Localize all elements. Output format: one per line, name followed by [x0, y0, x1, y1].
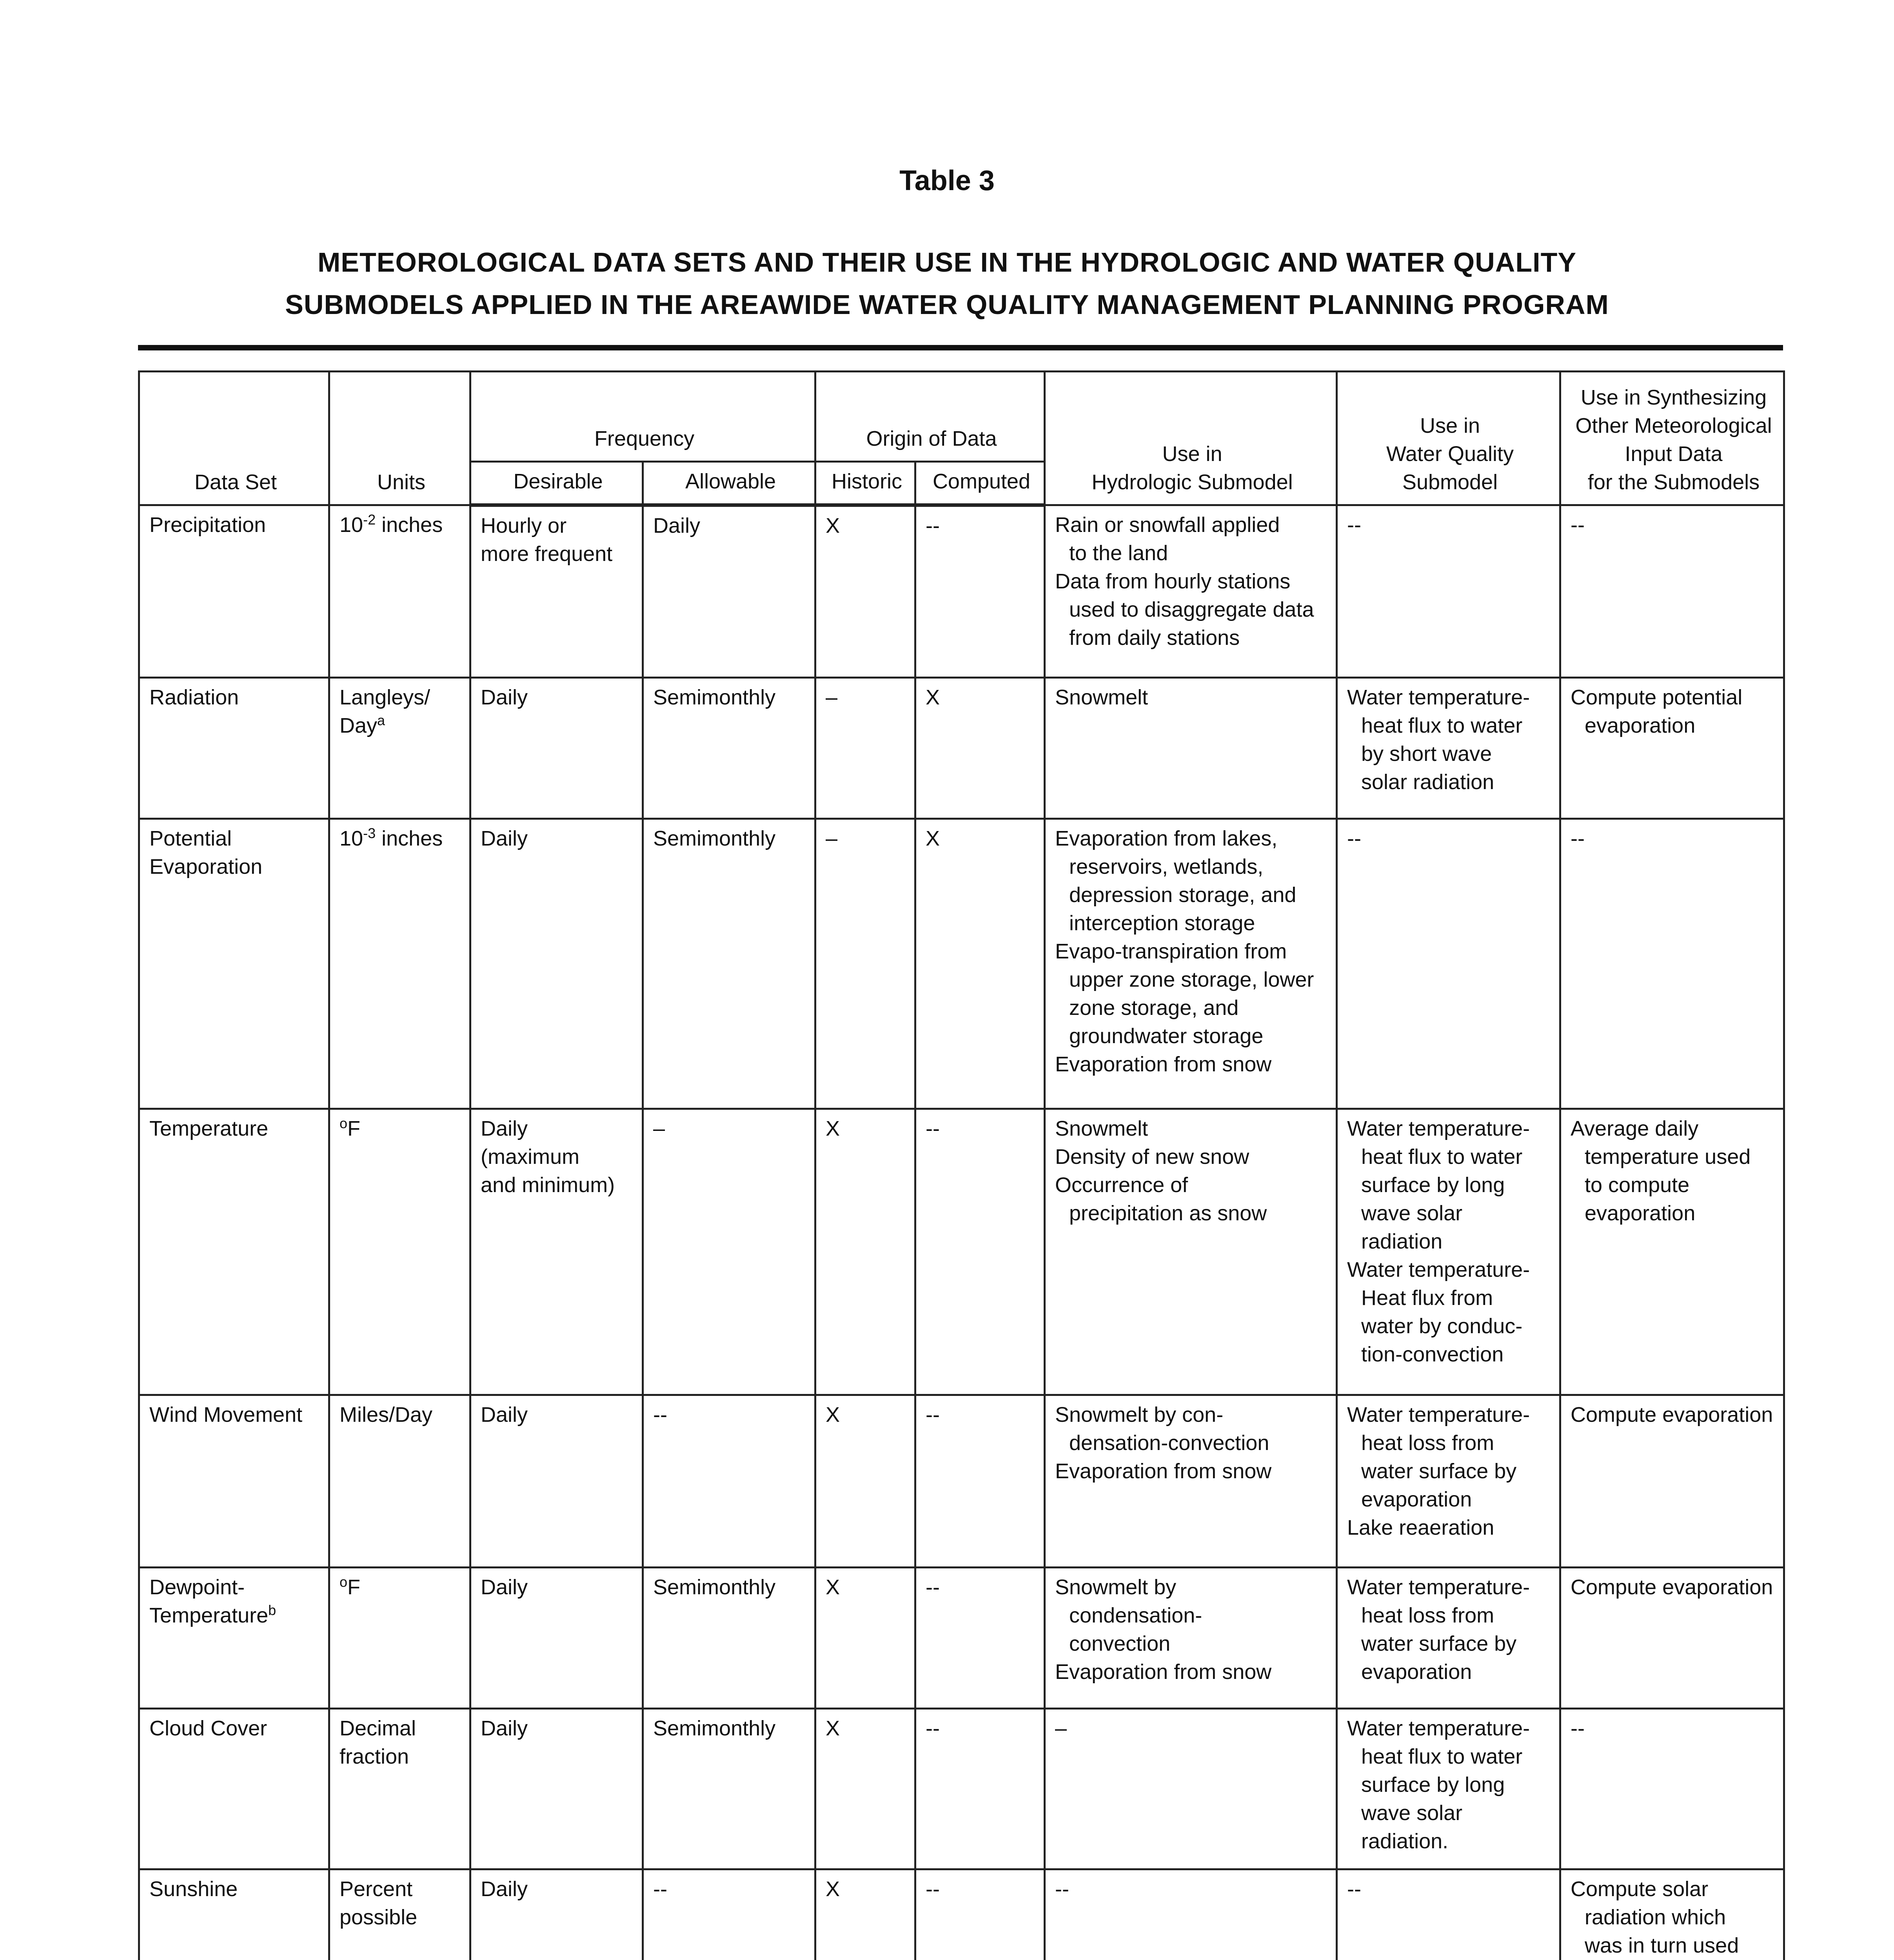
cell-line: --	[926, 1717, 940, 1740]
cell-synthesizing	[1560, 1709, 1784, 1869]
cell-units	[329, 505, 470, 678]
cell-line: densation-convection	[1069, 1431, 1269, 1455]
cell-water-quality	[1337, 1568, 1560, 1709]
cell-line: water surface by	[1361, 1459, 1517, 1483]
cell-desirable	[470, 1869, 643, 1960]
cell-allowable	[643, 1869, 815, 1960]
cell-historic	[815, 678, 915, 819]
units-line	[340, 1714, 463, 1742]
column-header-synthesizing	[1560, 372, 1784, 505]
cell-hydrologic	[1045, 1709, 1337, 1869]
cell-line: Evaporation from snow	[1055, 1459, 1272, 1483]
table-body	[139, 505, 1784, 1960]
cell-line: --	[926, 1117, 940, 1140]
cell-desirable	[470, 1709, 643, 1869]
cell-computed	[915, 678, 1045, 819]
cell-data-set	[139, 505, 329, 678]
cell-water-quality	[1337, 505, 1560, 678]
cell-desirable	[470, 505, 643, 678]
cell-line: radiation.	[1361, 1829, 1449, 1853]
cell-line: heat loss from	[1361, 1431, 1494, 1455]
cell-synthesizing	[1560, 819, 1784, 1109]
table-heading	[118, 241, 1776, 326]
cell-computed	[915, 1869, 1045, 1960]
cell-water-quality	[1337, 1709, 1560, 1869]
units-line	[340, 824, 463, 853]
table-row	[139, 819, 1784, 1109]
units-tail: inches	[376, 827, 443, 850]
cell-line: Compute evaporation	[1571, 1575, 1773, 1599]
cell-line: Evaporation	[149, 855, 263, 878]
cell-line: wave solar	[1361, 1201, 1463, 1225]
cell-hydrologic	[1045, 1395, 1337, 1568]
cell-units	[329, 1568, 470, 1709]
cell-line: X	[826, 1117, 840, 1140]
units-base: Miles/Day	[340, 1403, 433, 1426]
units-tail: F	[347, 1117, 361, 1140]
cell-line: Sunshine	[149, 1877, 238, 1901]
cell-synthesizing	[1560, 1395, 1784, 1568]
cell-line: radiation which	[1585, 1906, 1726, 1929]
cell-desirable	[470, 1395, 643, 1568]
cell-line: and minimum)	[481, 1173, 615, 1197]
cell-line: X	[826, 514, 840, 537]
cell-line: water by conduc-	[1361, 1314, 1523, 1338]
units-line	[340, 1114, 463, 1143]
cell-line: Semimonthly	[653, 827, 776, 850]
cell-historic	[815, 1709, 915, 1869]
units-line	[340, 1875, 463, 1903]
cell-line: Daily	[481, 1717, 528, 1740]
cell-synthesizing	[1560, 1568, 1784, 1709]
superscript: o	[340, 1574, 348, 1590]
table-row	[139, 1568, 1784, 1709]
cell-line: X	[826, 1575, 840, 1599]
column-header-allowable: Allowable	[643, 462, 815, 505]
cell-line-wrap	[149, 1601, 322, 1630]
units-line	[340, 1903, 463, 1931]
cell-line: X	[926, 827, 940, 850]
header-line: Use in	[1162, 442, 1222, 466]
cell-line: X	[926, 686, 940, 709]
cell-line: --	[926, 1575, 940, 1599]
cell-line: Rain or snowfall applied	[1055, 513, 1280, 537]
cell-line: Daily	[481, 1117, 528, 1140]
cell-line: convection	[1069, 1632, 1171, 1655]
cell-line: heat flux to water	[1361, 1145, 1523, 1169]
cell-line: Compute potential	[1571, 686, 1743, 709]
cell-water-quality	[1337, 1395, 1560, 1568]
units-base: 10	[340, 513, 363, 537]
cell-line: Cloud Cover	[149, 1717, 267, 1740]
cell-line: Daily	[481, 827, 528, 850]
cell-synthesizing	[1560, 1869, 1784, 1960]
cell-line: heat loss from	[1361, 1604, 1494, 1627]
column-header-units: Units	[329, 372, 470, 505]
cell-line: –	[826, 827, 838, 850]
header-line: Other Meteorological	[1575, 414, 1772, 437]
cell-line: upper zone storage, lower	[1069, 968, 1314, 991]
cell-line: Evaporation from snow	[1055, 1053, 1272, 1076]
cell-line: (maximum	[481, 1145, 579, 1169]
table-row	[139, 505, 1784, 678]
header-line: Water Quality	[1386, 442, 1514, 466]
units-line	[340, 1573, 463, 1601]
column-header-origin: Origin of Data	[815, 372, 1045, 462]
superscript: b	[268, 1602, 276, 1618]
cell-allowable	[643, 1709, 815, 1869]
cell-data-set	[139, 1109, 329, 1395]
cell-water-quality	[1337, 1109, 1560, 1395]
cell-line: Snowmelt by con-	[1055, 1403, 1224, 1426]
cell-line: --	[1571, 827, 1585, 850]
heading-rule	[138, 345, 1783, 350]
cell-allowable	[643, 819, 815, 1109]
cell-line: radiation	[1361, 1230, 1443, 1253]
cell-line: Daily	[481, 686, 528, 709]
cell-computed	[915, 1109, 1045, 1395]
cell-line: Evapo-transpiration from	[1055, 940, 1287, 963]
units-tail: F	[347, 1575, 361, 1599]
cell-line: Water temperature-	[1347, 1717, 1530, 1740]
header-line: Use in	[1420, 414, 1480, 437]
table-row	[139, 1709, 1784, 1869]
units-line	[340, 1742, 463, 1771]
cell-water-quality	[1337, 819, 1560, 1109]
cell-hydrologic	[1045, 505, 1337, 678]
cell-line: Temperature	[149, 1604, 269, 1627]
cell-units	[329, 1709, 470, 1869]
column-header-frequency: Frequency	[470, 372, 815, 462]
cell-line: surface by long	[1361, 1173, 1505, 1197]
cell-line: --	[653, 1877, 667, 1901]
units-line2: possible	[340, 1906, 418, 1929]
table-row	[139, 1109, 1784, 1395]
cell-line: –	[653, 1117, 665, 1140]
cell-units	[329, 1869, 470, 1960]
cell-line: Water temperature-	[1347, 1258, 1530, 1281]
cell-computed	[915, 819, 1045, 1109]
cell-line: Compute evaporation	[1571, 1403, 1773, 1426]
table-row	[139, 678, 1784, 819]
cell-line: was in turn used	[1585, 1934, 1739, 1957]
cell-line: reservoirs, wetlands,	[1069, 855, 1264, 878]
header-line: Submodel	[1402, 470, 1498, 494]
cell-data-set	[139, 1395, 329, 1568]
cell-data-set	[139, 1709, 329, 1869]
cell-water-quality	[1337, 1869, 1560, 1960]
superscript: -2	[363, 512, 376, 528]
cell-line: depression storage, and	[1069, 883, 1297, 907]
cell-line: water surface by	[1361, 1632, 1517, 1655]
table-number: Table 3	[899, 165, 995, 196]
cell-line: evaporation	[1361, 1660, 1472, 1684]
cell-line: Radiation	[149, 686, 239, 709]
cell-line: Evaporation from lakes,	[1055, 827, 1278, 850]
column-header-computed: Computed	[915, 462, 1045, 505]
cell-line: Evaporation from snow	[1055, 1660, 1272, 1684]
cell-computed	[915, 1395, 1045, 1568]
cell-line: Precipitation	[149, 513, 266, 537]
cell-line: heat flux to water	[1361, 714, 1523, 737]
cell-units	[329, 1395, 470, 1568]
cell-water-quality	[1337, 678, 1560, 819]
cell-line: groundwater storage	[1069, 1024, 1264, 1048]
cell-line: –	[826, 686, 838, 709]
table-heading-line: METEOROLOGICAL DATA SETS AND THEIR USE IN THE HYDROLOGIC AND WATER QUALITY	[317, 247, 1577, 278]
cell-hydrologic	[1045, 678, 1337, 819]
cell-line: Snowmelt	[1055, 686, 1148, 709]
units-base: 10	[340, 827, 363, 850]
cell-line: Semimonthly	[653, 686, 776, 709]
cell-historic	[815, 505, 915, 678]
cell-line: Potential	[149, 827, 232, 850]
cell-units	[329, 819, 470, 1109]
table-heading-line: SUBMODELS APPLIED IN THE AREAWIDE WATER QUALITY MANAGEMENT PLANNING PROGRAM	[285, 289, 1609, 320]
cell-line: evaporation	[1585, 714, 1696, 737]
table-row	[139, 1395, 1784, 1568]
cell-line: --	[1347, 513, 1361, 537]
cell-line: Average daily	[1571, 1117, 1699, 1140]
cell-allowable	[643, 1109, 815, 1395]
cell-line: zone storage, and	[1069, 996, 1239, 1020]
units-line	[340, 711, 463, 740]
header-line: Use in Synthesizing	[1580, 386, 1767, 409]
header-line: Hydrologic Submodel	[1091, 470, 1293, 494]
units-line	[340, 1401, 463, 1429]
cell-line: more frequent	[481, 542, 613, 566]
cell-line: --	[653, 1403, 667, 1426]
units-line	[340, 511, 463, 539]
cell-line: Daily	[481, 1575, 528, 1599]
column-header-desirable: Desirable	[470, 462, 643, 505]
cell-historic	[815, 1869, 915, 1960]
cell-line: Hourly or	[481, 514, 567, 537]
cell-line: --	[926, 1403, 940, 1426]
cell-line: heat flux to water	[1361, 1745, 1523, 1768]
cell-line: --	[926, 1877, 940, 1901]
units-base: Percent	[340, 1877, 413, 1901]
cell-line: X	[826, 1877, 840, 1901]
cell-line: from daily stations	[1069, 626, 1240, 650]
cell-historic	[815, 819, 915, 1109]
column-header-data-set: Data Set	[139, 372, 329, 505]
cell-line: tion-convection	[1361, 1343, 1504, 1366]
cell-historic	[815, 1109, 915, 1395]
cell-allowable	[643, 1568, 815, 1709]
cell-desirable	[470, 678, 643, 819]
cell-line: Water temperature-	[1347, 1575, 1530, 1599]
meteorological-data-table	[138, 370, 1785, 1960]
units-base: Langleys/	[340, 686, 430, 709]
superscript: a	[377, 712, 385, 728]
units-base: Decimal	[340, 1717, 416, 1740]
cell-line: Snowmelt	[1055, 1117, 1148, 1140]
cell-synthesizing	[1560, 678, 1784, 819]
cell-units	[329, 678, 470, 819]
units-line2: fraction	[340, 1745, 409, 1768]
cell-line: Wind Movement	[149, 1403, 303, 1426]
cell-line: --	[1347, 827, 1361, 850]
cell-hydrologic	[1045, 1568, 1337, 1709]
cell-line: Water temperature-	[1347, 1403, 1530, 1426]
cell-line: Water temperature-	[1347, 1117, 1530, 1140]
cell-line: Daily	[481, 1403, 528, 1426]
cell-line: --	[1571, 513, 1585, 537]
cell-line: Temperature	[149, 1117, 269, 1140]
cell-line: Occurrence of	[1055, 1173, 1188, 1197]
cell-units	[329, 1109, 470, 1395]
cell-line: Semimonthly	[653, 1575, 776, 1599]
cell-line: solar radiation	[1361, 770, 1494, 794]
cell-computed	[915, 505, 1045, 678]
cell-line: to the land	[1069, 541, 1168, 565]
cell-data-set	[139, 678, 329, 819]
cell-line: temperature used	[1585, 1145, 1751, 1169]
cell-allowable	[643, 1395, 815, 1568]
cell-line: evaporation	[1585, 1201, 1696, 1225]
units-tail: inches	[376, 513, 443, 537]
cell-allowable	[643, 678, 815, 819]
cell-historic	[815, 1568, 915, 1709]
cell-data-set	[139, 1869, 329, 1960]
cell-line: Water temperature-	[1347, 686, 1530, 709]
table-row	[139, 1869, 1784, 1960]
cell-line: precipitation as snow	[1069, 1201, 1267, 1225]
column-header-water-quality	[1337, 372, 1560, 505]
cell-line: Data from hourly stations	[1055, 570, 1291, 593]
cell-line: --	[1055, 1877, 1069, 1901]
units-line2: Day	[340, 714, 378, 737]
cell-synthesizing	[1560, 1109, 1784, 1395]
cell-data-set	[139, 1568, 329, 1709]
cell-computed	[915, 1709, 1045, 1869]
cell-line: Density of new snow	[1055, 1145, 1249, 1169]
cell-hydrologic	[1045, 1869, 1337, 1960]
cell-line: Dewpoint-	[149, 1575, 245, 1599]
cell-line: --	[926, 514, 940, 537]
cell-data-set	[139, 819, 329, 1109]
cell-line: Snowmelt by	[1055, 1575, 1177, 1599]
column-header-hydrologic	[1045, 372, 1337, 505]
column-header-historic: Historic	[815, 462, 915, 505]
cell-line: Daily	[481, 1877, 528, 1901]
cell-line: X	[826, 1717, 840, 1740]
cell-line: to compute	[1585, 1173, 1690, 1197]
superscript: -3	[363, 825, 376, 841]
cell-hydrologic	[1045, 819, 1337, 1109]
cell-historic	[815, 1395, 915, 1568]
cell-line: used to disaggregate data	[1069, 598, 1314, 621]
cell-line: wave solar	[1361, 1801, 1463, 1825]
header-line: Input Data	[1625, 442, 1723, 466]
cell-line: Heat flux from	[1361, 1286, 1493, 1310]
cell-synthesizing	[1560, 505, 1784, 678]
cell-line: Compute solar	[1571, 1877, 1709, 1901]
cell-line: by short wave	[1361, 742, 1492, 766]
cell-desirable	[470, 1568, 643, 1709]
cell-line: –	[1055, 1717, 1067, 1740]
cell-computed	[915, 1568, 1045, 1709]
cell-desirable	[470, 1109, 643, 1395]
header-line: for the Submodels	[1587, 470, 1760, 494]
cell-line: interception storage	[1069, 911, 1255, 935]
cell-line: Daily	[653, 514, 701, 537]
cell-line: --	[1347, 1877, 1361, 1901]
superscript: o	[340, 1115, 348, 1131]
cell-line: surface by long	[1361, 1773, 1505, 1797]
cell-line: X	[826, 1403, 840, 1426]
cell-hydrologic	[1045, 1109, 1337, 1395]
cell-desirable	[470, 819, 643, 1109]
cell-line: condensation-	[1069, 1604, 1202, 1627]
cell-line: Semimonthly	[653, 1717, 776, 1740]
cell-line: Lake reaeration	[1347, 1516, 1494, 1539]
units-line	[340, 683, 463, 711]
cell-line: --	[1571, 1717, 1585, 1740]
cell-line: evaporation	[1361, 1488, 1472, 1511]
cell-allowable	[643, 505, 815, 678]
